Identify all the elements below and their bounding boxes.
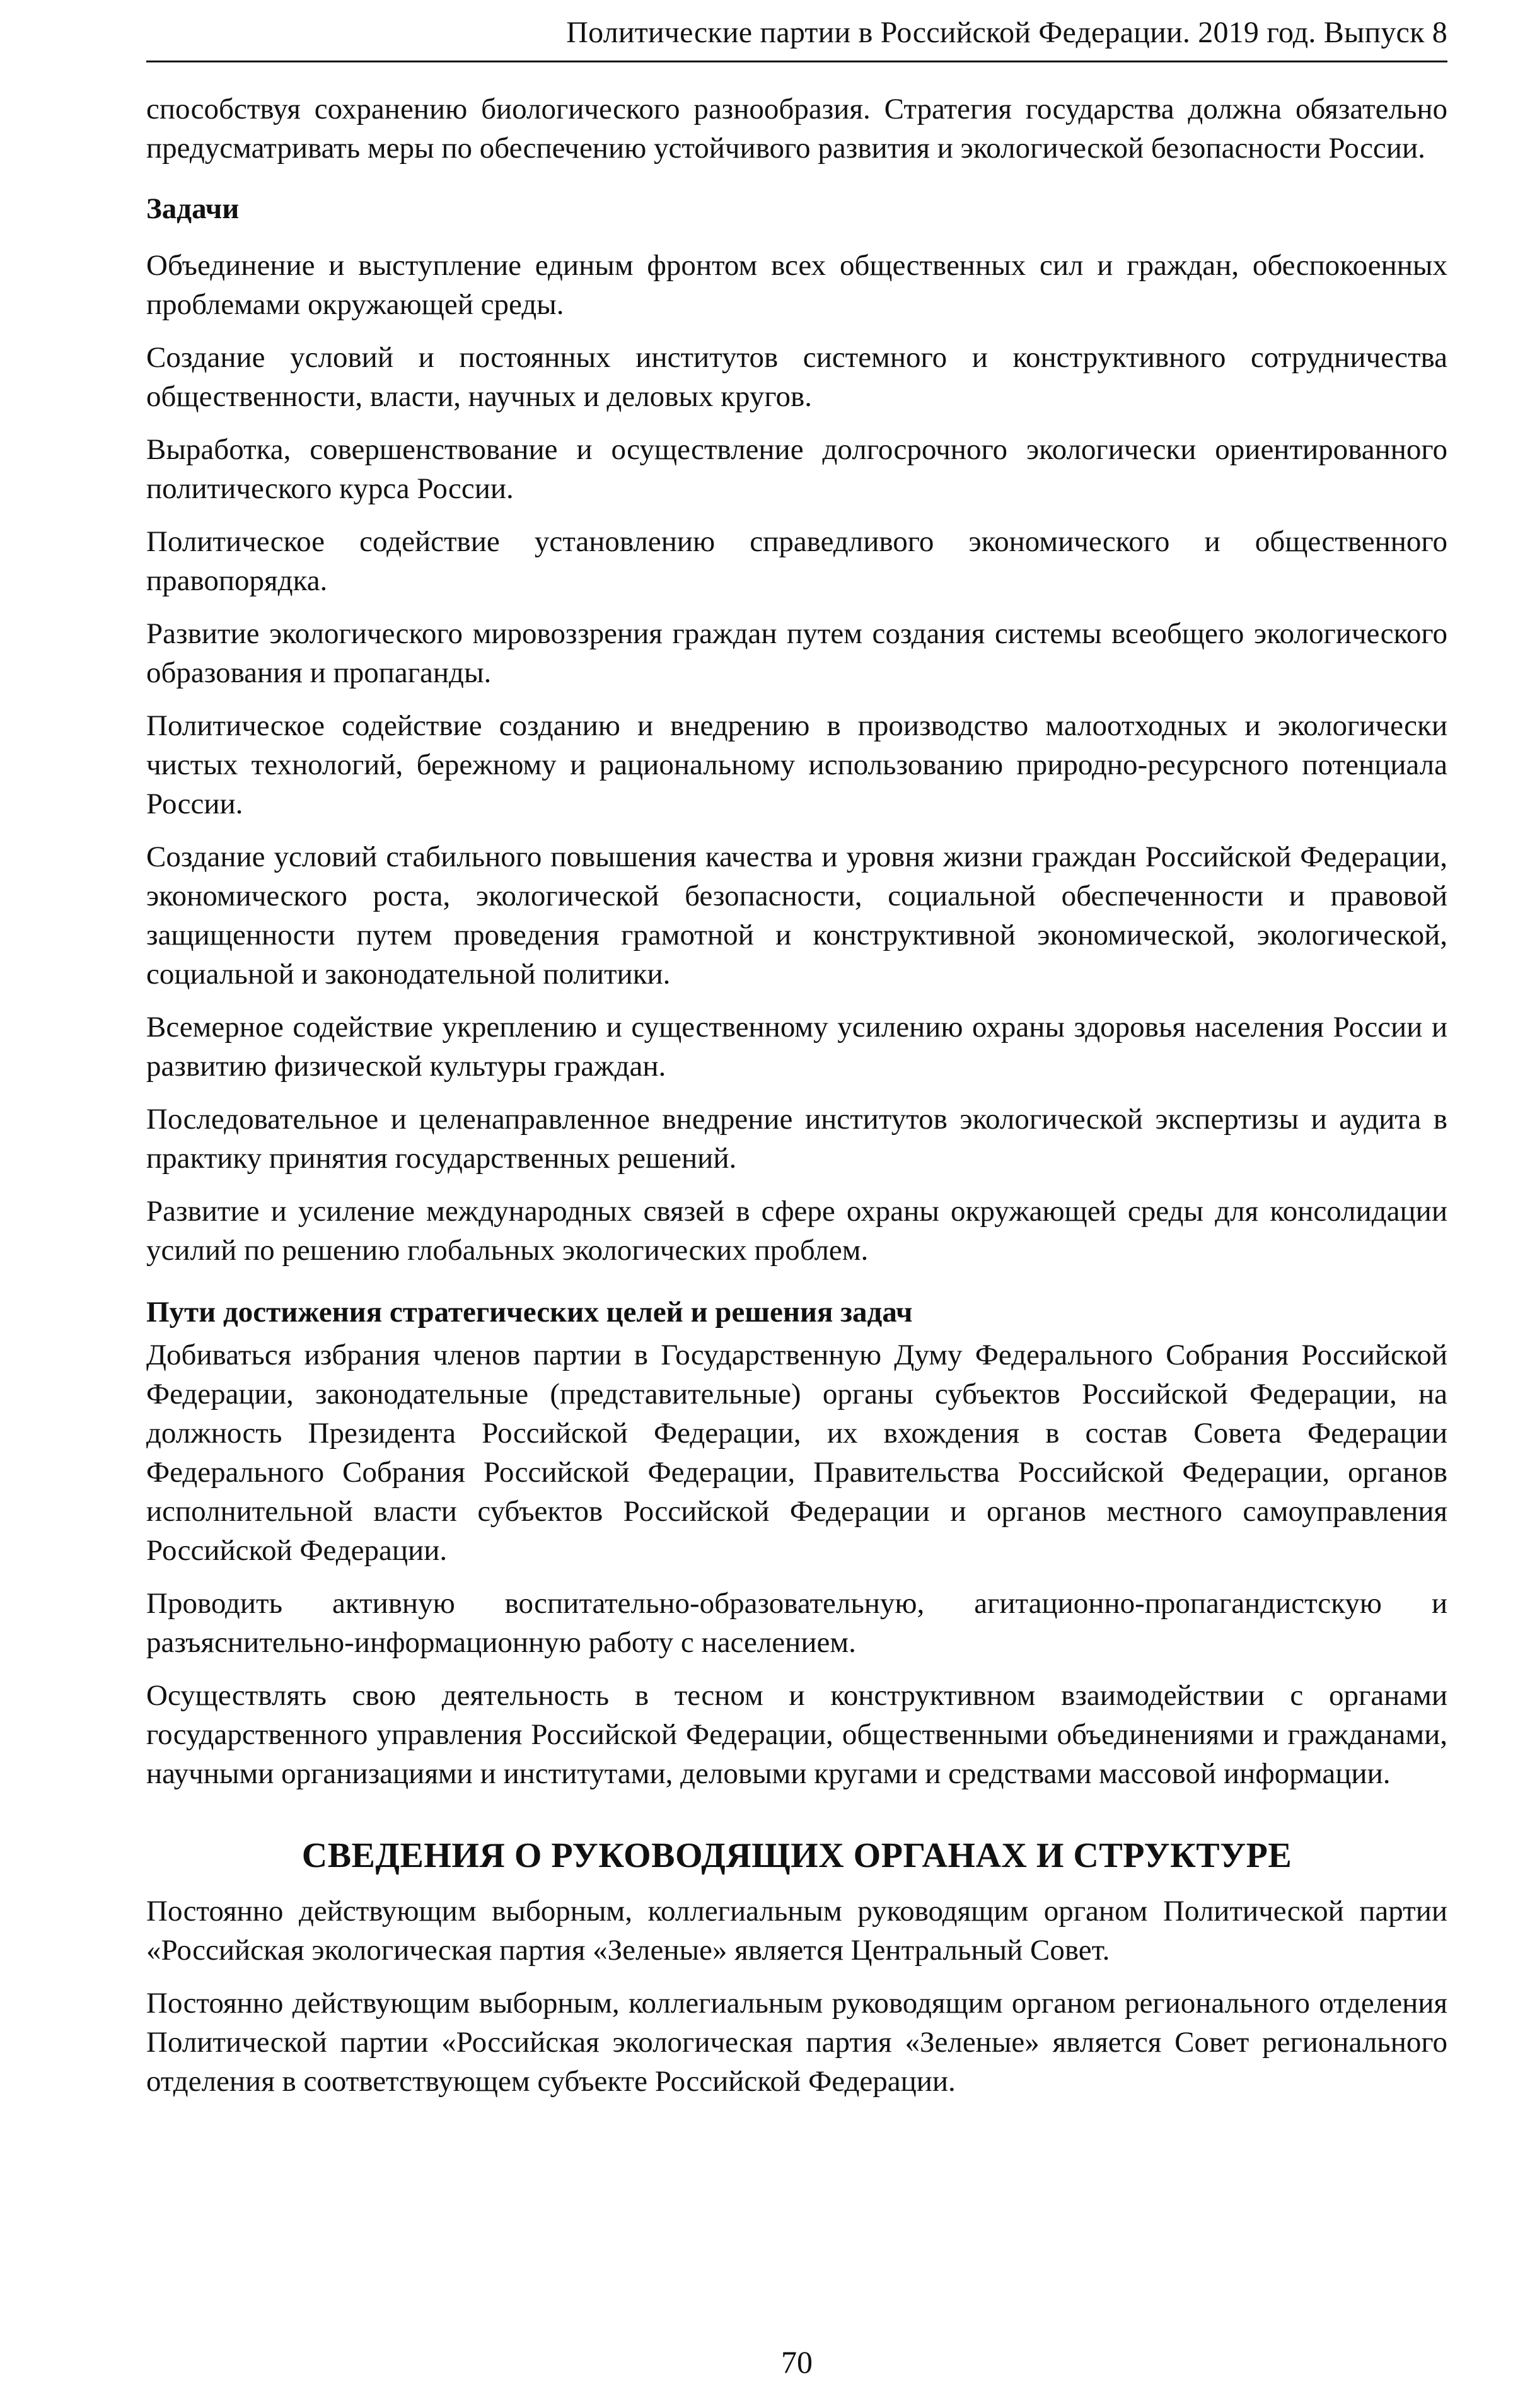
ways-list <box>146 1335 1447 1793</box>
task-item: Всемерное содействие укреплению и существенному усилению охраны здоровья населения России и развитию физической культуры граждан. <box>146 1011 1447 1083</box>
way-item: Проводить активную воспитательно-образовательную, агитационно-пропагандистскую и разъяснительно-информационную работу с населением. <box>146 1587 1447 1659</box>
page-number: 70 <box>781 2344 813 2380</box>
way-item: Добиваться избрания членов партии в Государственную Думу Федерального Собрания Российской Федерации, законодательные (представительные) органы субъектов Российской Федерации, на должность Президента Российской Федерации, их вхождения в состав Совета Федерации Федерального Собрания Российской Федерации, Правительства Российской Федерации, органов исполнительной власти субъектов Российской Федерации и органов местного самоуправления Российской Федерации. <box>146 1339 1447 1567</box>
task-item: Развитие экологического мировоззрения граждан путем создания системы всеобщего экологического образования и пропаганды. <box>146 617 1447 689</box>
task-item: Последовательное и целенаправленное внедрение институтов экологической экспертизы и аудита в практику принятия государственных решений. <box>146 1103 1447 1175</box>
header-rule <box>146 61 1447 62</box>
task-item: Политическое содействие созданию и внедрению в производство малоотходных и экологически чистых технологий, бережному и рациональному использованию природно-ресурсного потенциала России. <box>146 709 1447 820</box>
task-item: Объединение и выступление единым фронтом всех общественных сил и граждан, обеспокоенных проблемами окружающей среды. <box>146 249 1447 321</box>
ways-heading: Пути достижения стратегических целей и решения задач <box>146 1296 913 1329</box>
task-item: Выработка, совершенствование и осуществление долгосрочного экологически ориентированного политического курса России. <box>146 433 1447 505</box>
way-item: Осуществлять свою деятельность в тесном и конструктивном взаимодействии с органами государственного управления Российской Федерации, общественными объединениями и гражданами, научными организациями и институтами, деловыми кругами и средствами массовой информации. <box>146 1679 1447 1790</box>
structure-section-title: СВЕДЕНИЯ О РУКОВОДЯЩИХ ОРГАНАХ И СТРУКТУРЕ <box>301 1836 1292 1875</box>
page-content <box>146 90 1447 2115</box>
document-page <box>146 0 1447 2408</box>
tasks-heading: Задачи <box>146 192 240 225</box>
task-item: Политическое содействие установлению справедливого экономического и общественного правопорядка. <box>146 525 1447 597</box>
structure-paragraph: Постоянно действующим выборным, коллегиальным руководящим органом регионального отделения Политической партии «Российская экологическая партия «Зеленые» является Совет регионального отделения в соответствующем субъекте Российской Федерации. <box>146 1987 1447 2098</box>
structure-paragraph: Постоянно действующим выборным, коллегиальным руководящим органом Политической партии «Российская экологическая партия «Зеленые» является Центральный Совет. <box>146 1895 1447 1967</box>
task-item: Создание условий и постоянных институтов системного и конструктивного сотрудничества общественности, власти, научных и деловых кругов. <box>146 341 1447 413</box>
task-item: Развитие и усиление международных связей в сфере охраны окружающей среды для консолидации усилий по решению глобальных экологических проблем. <box>146 1195 1447 1267</box>
intro-paragraph: способствуя сохранению биологического разнообразия. Стратегия государства должна обязательно предусматривать меры по обеспечению устойчивого развития и экологической безопасности России. <box>146 93 1447 165</box>
running-header: Политические партии в Российской Федерации. 2019 год. Выпуск 8 <box>566 16 1447 49</box>
tasks-list <box>146 246 1447 1270</box>
task-item: Создание условий стабильного повышения качества и уровня жизни граждан Российской Федерации, экономического роста, экологической безопасности, социальной обеспеченности и правовой защищенности путем проведения грамотной и конструктивной экономической, экологической, социальной и законодательной политики. <box>146 840 1447 991</box>
